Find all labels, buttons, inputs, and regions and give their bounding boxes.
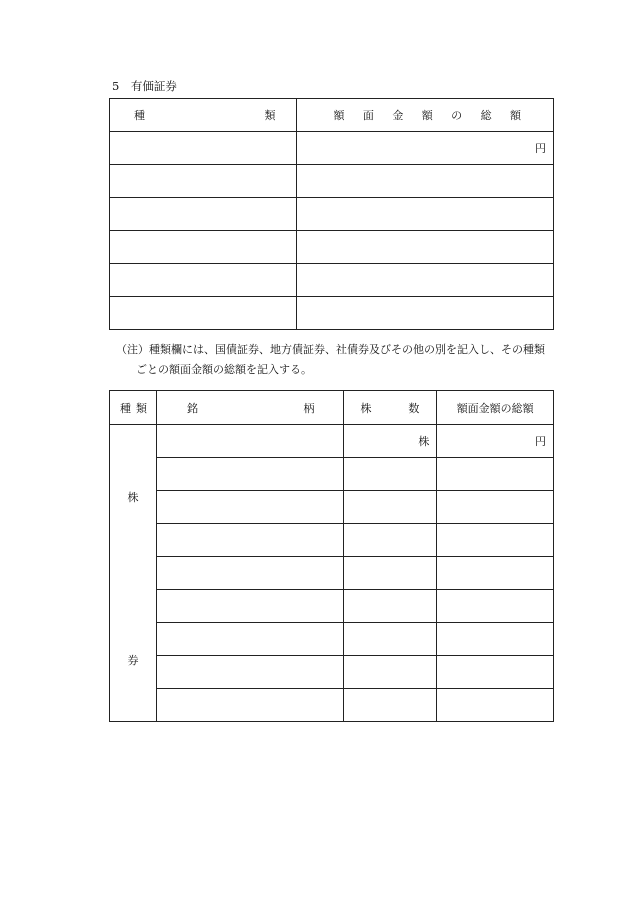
table-row — [110, 524, 554, 557]
share-count-cell[interactable] — [343, 656, 437, 689]
table-row — [110, 425, 554, 458]
table-row — [110, 656, 554, 689]
kind-label-top: 株 — [127, 491, 139, 504]
amount-cell[interactable] — [437, 425, 554, 458]
bonds-table — [109, 98, 554, 330]
kind-cell[interactable] — [110, 132, 297, 165]
amount-cell[interactable] — [297, 231, 554, 264]
issue-name-cell[interactable] — [156, 458, 343, 491]
header-kind: 種 類 — [110, 99, 297, 132]
kind-cell[interactable] — [110, 165, 297, 198]
header-kind: 種 類 — [110, 391, 157, 425]
share-count-cell[interactable] — [343, 524, 437, 557]
kind-label-bottom: 券 — [127, 654, 139, 667]
amount-cell[interactable] — [297, 132, 554, 165]
footnote-line-1: （注）種類欄には、国債証券、地方債証券、社債券及びその他の別を記入し、その種類 — [116, 343, 545, 356]
section-heading — [112, 78, 177, 94]
amount-cell[interactable] — [437, 590, 554, 623]
stocks-table-header — [110, 391, 554, 425]
amount-cell[interactable] — [437, 656, 554, 689]
table-row — [110, 297, 554, 330]
share-count-cell[interactable] — [343, 557, 437, 590]
share-count-cell[interactable] — [343, 425, 437, 458]
amount-cell[interactable] — [297, 198, 554, 231]
table-row — [110, 198, 554, 231]
kind-cell[interactable] — [110, 264, 297, 297]
section-title: 有価証券 — [130, 79, 177, 93]
amount-cell[interactable] — [437, 458, 554, 491]
amount-cell[interactable] — [297, 165, 554, 198]
footnote-line-2: ごとの額面金額の総額を記入する。 — [136, 363, 312, 376]
table-row — [110, 491, 554, 524]
issue-name-cell[interactable] — [156, 623, 343, 656]
kind-cell[interactable] — [110, 231, 297, 264]
kind-cell[interactable] — [110, 297, 297, 330]
table-row — [110, 165, 554, 198]
kind-cell — [110, 425, 157, 722]
table-row — [110, 557, 554, 590]
header-share-count: 株 数 — [343, 391, 437, 425]
section-number: 5 — [112, 79, 120, 93]
table-row — [110, 689, 554, 722]
amount-cell[interactable] — [297, 297, 554, 330]
header-issue-name: 銘 柄 — [156, 391, 343, 425]
share-count-cell[interactable] — [343, 458, 437, 491]
header-face-amount-total: 額面金額の総額 — [437, 391, 554, 425]
issue-name-cell[interactable] — [156, 689, 343, 722]
issue-name-cell[interactable] — [156, 425, 343, 458]
amount-cell[interactable] — [437, 623, 554, 656]
yen-unit: 円 — [535, 435, 546, 448]
amount-cell[interactable] — [437, 524, 554, 557]
table-row — [110, 231, 554, 264]
share-count-cell[interactable] — [343, 590, 437, 623]
share-count-cell[interactable] — [343, 491, 437, 524]
bonds-table-header — [110, 99, 554, 132]
issue-name-cell[interactable] — [156, 656, 343, 689]
amount-cell[interactable] — [437, 689, 554, 722]
amount-cell[interactable] — [297, 264, 554, 297]
amount-cell[interactable] — [437, 491, 554, 524]
footnote — [116, 340, 566, 380]
table-row — [110, 458, 554, 491]
share-count-cell[interactable] — [343, 623, 437, 656]
stocks-table — [109, 390, 554, 722]
table-row — [110, 132, 554, 165]
share-count-cell[interactable] — [343, 689, 437, 722]
issue-name-cell[interactable] — [156, 557, 343, 590]
table-row — [110, 623, 554, 656]
table-row — [110, 264, 554, 297]
issue-name-cell[interactable] — [156, 491, 343, 524]
shares-unit: 株 — [418, 435, 430, 448]
amount-cell[interactable] — [437, 557, 554, 590]
kind-cell[interactable] — [110, 198, 297, 231]
header-face-amount-total: 額 面 金 額 の 総 額 — [297, 99, 554, 132]
table-row — [110, 590, 554, 623]
issue-name-cell[interactable] — [156, 524, 343, 557]
yen-unit: 円 — [535, 142, 546, 155]
issue-name-cell[interactable] — [156, 590, 343, 623]
